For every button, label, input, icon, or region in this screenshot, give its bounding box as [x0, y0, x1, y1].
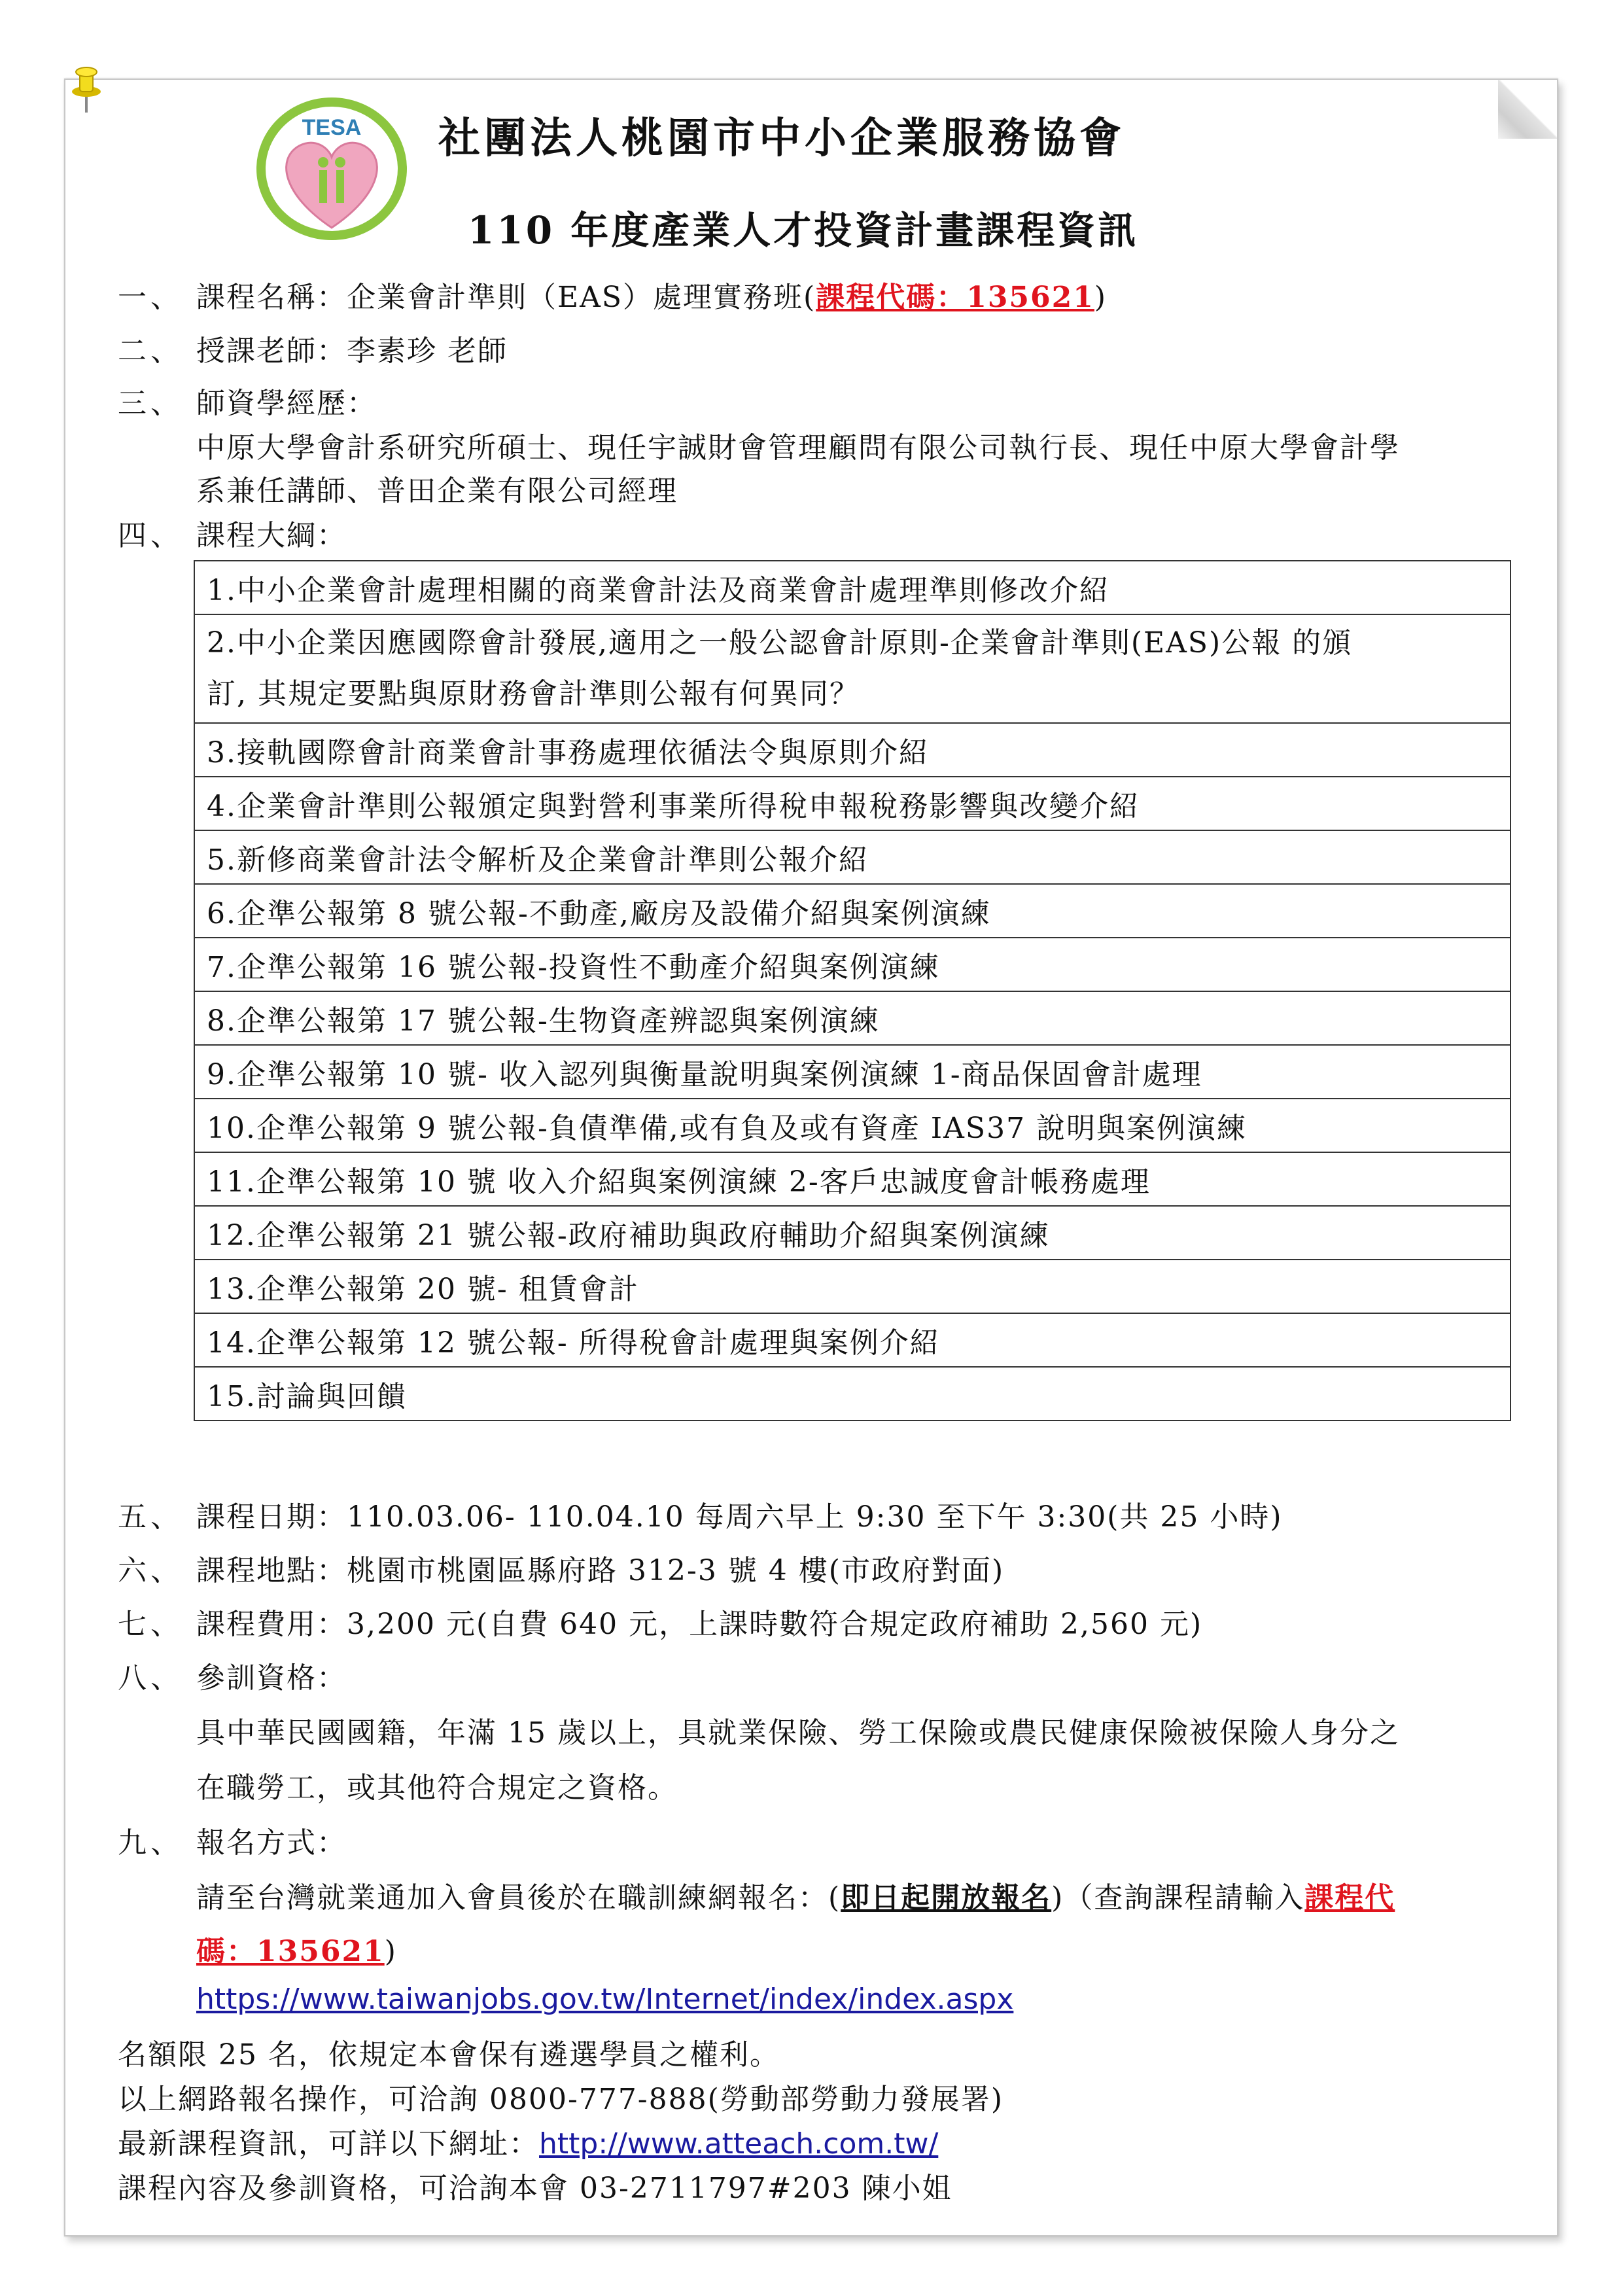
course-fee-line: 課程費用：3,200 元(自費 640 元，上課時數符合規定政府補助 2,560 元) — [196, 1608, 1203, 1641]
page-curl-corner — [1498, 80, 1557, 139]
section-5-number: 五、 — [118, 1500, 183, 1534]
section-8-number: 八、 — [118, 1661, 183, 1695]
instructor-background-detail-1: 中原大學會計系研究所碩士、現任宇誠財會管理顧問有限公司執行長、現任中原大學會計學 — [196, 431, 1400, 465]
outline-row: 6.企準公報第 8 號公報-不動產,廠房及設備介紹與案例演練 — [194, 884, 1510, 938]
eligibility-detail-1: 具中華民國國籍，年滿 15 歲以上，具就業保險、勞工保險或農民健康保險被保險人身分之 — [196, 1716, 1400, 1750]
section-7-number: 七、 — [118, 1608, 183, 1641]
section-1-number: 一、 — [118, 281, 183, 314]
course-dates-line: 課程日期：110.03.06- 110.04.10 每周六早上 9:30 至下午 3:30(共 25 小時) — [196, 1500, 1283, 1534]
registration-detail-1: 請至台灣就業通加入會員後於在職訓練網報名：(即日起開放報名)（查詢課程請輸入課程代 — [196, 1881, 1395, 1915]
tesa-logo — [256, 97, 407, 241]
atteach-link[interactable]: http://www.atteach.com.tw/ — [539, 2127, 939, 2161]
outline-row: 15.討論與回饋 — [194, 1367, 1510, 1421]
footer-hotline-note: 以上網路報名操作，可洽詢 0800-777-888(勞動部勞動力發展署) — [118, 2083, 1003, 2116]
outline-row: 1.中小企業會計處理相關的商業會計法及商業會計處理準則修改介紹 — [194, 561, 1510, 614]
footer-contact-note: 課程內容及參訓資格，可洽詢本會 03-2711797#203 陳小姐 — [118, 2172, 952, 2205]
section-3-number: 三、 — [118, 387, 183, 420]
section-9-number: 九、 — [118, 1826, 183, 1860]
course-location-line: 課程地點：桃園市桃園區縣府路 312-3 號 4 樓(市政府對面) — [196, 1554, 1005, 1587]
course-outline-label: 課程大綱： — [196, 519, 347, 552]
section-4-number: 四、 — [118, 519, 183, 552]
course-code: 課程代碼：135621 — [816, 281, 1094, 314]
outline-row: 10.企準公報第 9 號公報-負債準備,或有負及或有資產 IAS37 說明與案例演練 — [194, 1099, 1510, 1152]
registration-open-note: 即日起開放報名 — [841, 1881, 1052, 1915]
eligibility-detail-2: 在職勞工，或其他符合規定之資格。 — [196, 1771, 678, 1805]
document-title: 110 年度產業人才投資計畫課程資訊 — [468, 208, 1139, 253]
taiwanjobs-link[interactable]: https://www.taiwanjobs.gov.tw/Internet/index/index.aspx — [196, 1983, 1014, 2016]
outline-row: 5.新修商業會計法令解析及企業會計準則公報介紹 — [194, 830, 1510, 884]
outline-row: 11.企準公報第 10 號 收入介紹與案例演練 2-客戶忠誠度會計帳務處理 — [194, 1152, 1510, 1206]
outline-row: 7.企準公報第 16 號公報-投資性不動產介紹與案例演練 — [194, 938, 1510, 991]
instructor-background-label: 師資學經歷： — [196, 387, 377, 420]
footer-website-note: 最新課程資訊，可詳以下網址：http://www.atteach.com.tw/ — [118, 2127, 939, 2161]
footer-quota-note: 名額限 25 名，依規定本會保有遴選學員之權利。 — [118, 2038, 780, 2072]
instructor-line: 授課老師：李素珍 老師 — [196, 334, 508, 368]
course-name-line: 課程名稱：企業會計準則（EAS）處理實務班(課程代碼：135621) — [196, 281, 1108, 314]
organization-name: 社團法人桃園市中小企業服務協會 — [438, 114, 1125, 163]
eligibility-label: 參訓資格： — [196, 1661, 347, 1695]
pushpin-icon — [67, 63, 106, 115]
outline-row: 9.企準公報第 10 號- 收入認列與衡量說明與案例演練 1-商品保固會計處理 — [194, 1045, 1510, 1099]
section-6-number: 六、 — [118, 1554, 183, 1587]
registration-detail-2: 碼：135621) — [196, 1935, 397, 1968]
outline-row: 14.企準公報第 12 號公報- 所得稅會計處理與案例介紹 — [194, 1313, 1510, 1367]
instructor-background-detail-2: 系兼任講師、普田企業有限公司經理 — [196, 474, 678, 508]
outline-row: 2.中小企業因應國際會計發展,適用之一般公認會計原則-企業會計準則(EAS)公報 的頒 訂, 其規定要點與原財務會計準則公報有何異同？ — [194, 614, 1510, 723]
course-outline-table — [194, 560, 1511, 1421]
registration-label: 報名方式： — [196, 1826, 347, 1860]
outline-row: 4.企業會計準則公報頒定與對營利事業所得稅申報稅務影響與改變介紹 — [194, 777, 1510, 830]
taiwanjobs-link-line — [196, 1983, 1013, 2016]
section-2-number: 二、 — [118, 334, 183, 368]
course-code-inline: 課程代 — [1304, 1881, 1395, 1915]
outline-row: 3.接軌國際會計商業會計事務處理依循法令與原則介紹 — [194, 723, 1510, 777]
outline-row: 13.企準公報第 20 號- 租賃會計 — [194, 1260, 1510, 1313]
outline-row: 8.企準公報第 17 號公報-生物資產辨認與案例演練 — [194, 991, 1510, 1045]
logo-text: TESA — [302, 115, 362, 140]
outline-row: 12.企準公報第 21 號公報-政府補助與政府輔助介紹與案例演練 — [194, 1206, 1510, 1260]
